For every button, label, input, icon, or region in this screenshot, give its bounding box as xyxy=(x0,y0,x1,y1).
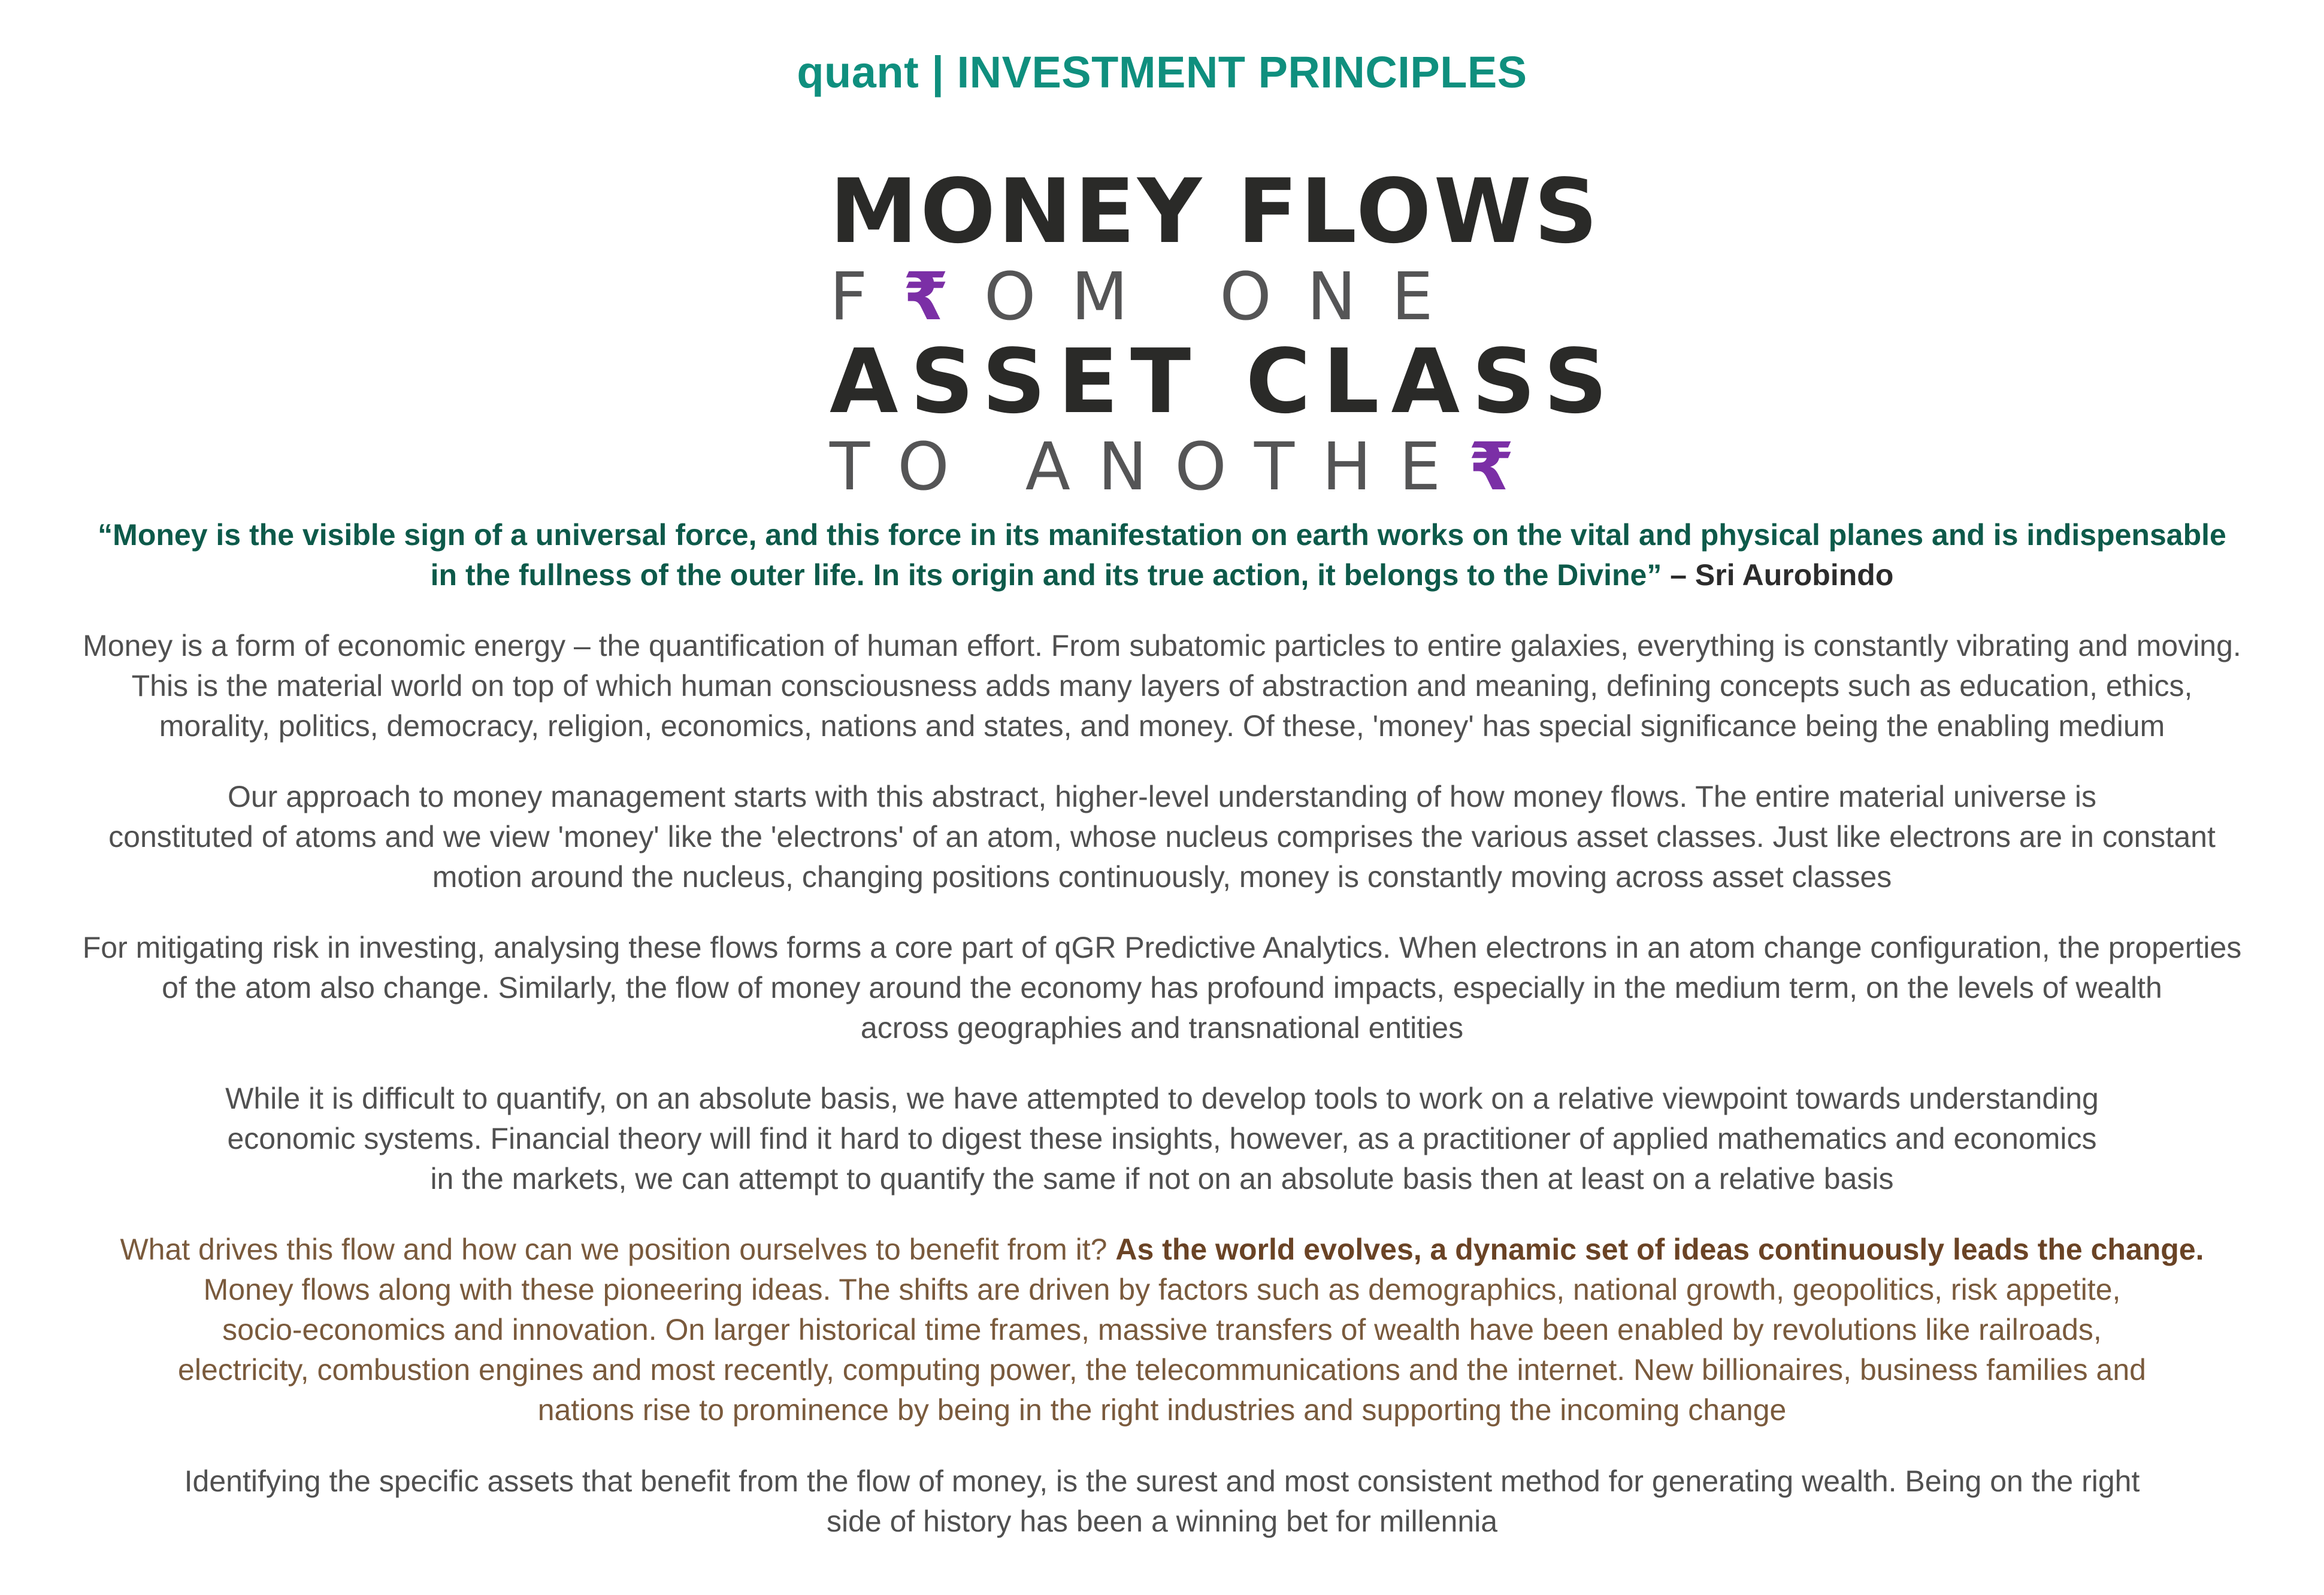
logo-line-4-start: TO ANOTHE xyxy=(830,428,1469,505)
logo-line-4 xyxy=(830,424,1542,509)
quote-line-2-text: in the fullness of the outer life. In its origin and its true action, it belongs to the Divine” xyxy=(430,558,1662,592)
paragraph-line: Money is a form of economic energy – the quantification of human effort. From subatomic particles to entire galaxies, everything is constantly vibrating and moving. xyxy=(83,629,2241,662)
paragraph-line: of the atom also change. Similarly, the flow of money around the economy has profound impacts, especially in the medium term, on the levels of wealth xyxy=(162,971,2162,1004)
paragraph-approach xyxy=(60,777,2264,897)
paragraph-line: This is the material world on top of which human consciousness adds many layers of abstraction and meaning, defining concepts such as education, ethics, xyxy=(131,669,2193,703)
paragraph-line: While it is difficult to quantify, on an absolute basis, we have attempted to develop tools to work on a relative viewpoint towards understanding xyxy=(225,1082,2099,1115)
paragraph-line xyxy=(60,1230,2264,1270)
quote-line-1: “Money is the visible sign of a universal force, and this force in its manifestation on earth works on the vital and physical planes and is indispensable xyxy=(98,518,2226,552)
paragraph-line: For mitigating risk in investing, analysing these flows forms a core part of qGR Predictive Analytics. When electrons in an atom change configuration, the properties xyxy=(82,931,2242,964)
header-title: INVESTMENT PRINCIPLES xyxy=(957,47,1527,97)
logo-line-2-end: OM ONE xyxy=(984,258,1469,335)
aurobindo-quote xyxy=(60,515,2264,595)
paragraph-line: socio-economics and innovation. On larger historical time frames, massive transfers of wealth have been enabled by revolutions like railroads, xyxy=(222,1313,2102,1346)
paragraph-line: constituted of atoms and we view 'money' like the 'electrons' of an atom, whose nucleus comprises the various asset classes. Just like electrons are in constant xyxy=(108,820,2216,854)
paragraph-line: across geographies and transnational entities xyxy=(860,1011,1464,1045)
paragraph-line: electricity, combustion engines and most recently, computing power, the telecommunications and the internet. New billionaires, business families and xyxy=(178,1353,2146,1387)
paragraph-quantify xyxy=(60,1079,2264,1199)
paragraph-line: motion around the nucleus, changing positions continuously, money is constantly moving across asset classes xyxy=(432,860,1892,894)
paragraph-line: nations rise to prominence by being in the right industries and supporting the incoming change xyxy=(537,1393,1787,1427)
paragraph-flow-drivers xyxy=(60,1230,2264,1430)
paragraph-lead: What drives this flow and how can we position ourselves to benefit from it? xyxy=(120,1233,1116,1266)
quote-author: – Sri Aurobindo xyxy=(1662,558,1894,592)
paragraph-line: Money flows along with these pioneering ideas. The shifts are driven by factors such as demographics, national growth, geopolitics, risk appetite, xyxy=(203,1273,2121,1306)
logo-line-2 xyxy=(830,254,1482,339)
paragraph-line: side of history has been a winning bet for millennia xyxy=(826,1505,1498,1538)
logo-line-2-start: F xyxy=(830,258,903,335)
page-header xyxy=(0,47,2324,98)
logo-line-3: ASSET CLASS xyxy=(830,330,1620,433)
paragraph-money-energy xyxy=(60,626,2264,746)
paragraph-emphasis: As the world evolves, a dynamic set of ideas continuously leads the change. xyxy=(1115,1233,2204,1266)
header-separator: | xyxy=(931,47,945,97)
title-logo xyxy=(830,160,1620,509)
paragraph-conclusion xyxy=(60,1461,2264,1542)
paragraph-line: morality, politics, democracy, religion, economics, nations and states, and money. Of these, 'money' has special significance being the enabling medium xyxy=(159,709,2165,743)
quote-line-2 xyxy=(60,555,2264,595)
logo-line-1: MONEY FLOWS xyxy=(830,160,1600,263)
paragraph-line: economic systems. Financial theory will find it hard to digest these insights, however, as a practitioner of applied mathematics and economics xyxy=(227,1122,2097,1155)
rupee-icon: ₹ xyxy=(1468,428,1542,505)
brand-name: quant xyxy=(797,47,919,97)
paragraph-line: in the markets, we can attempt to quantify the same if not on an absolute basis then at least on a relative basis xyxy=(430,1162,1894,1196)
paragraph-line: Our approach to money management starts with this abstract, higher-level understanding of how money flows. The entire material universe is xyxy=(227,780,2097,813)
rupee-icon: ₹ xyxy=(903,258,984,335)
paragraph-line: Identifying the specific assets that benefit from the flow of money, is the surest and most consistent method for generating wealth. Being on the right xyxy=(184,1464,2140,1498)
paragraph-risk xyxy=(60,928,2264,1048)
